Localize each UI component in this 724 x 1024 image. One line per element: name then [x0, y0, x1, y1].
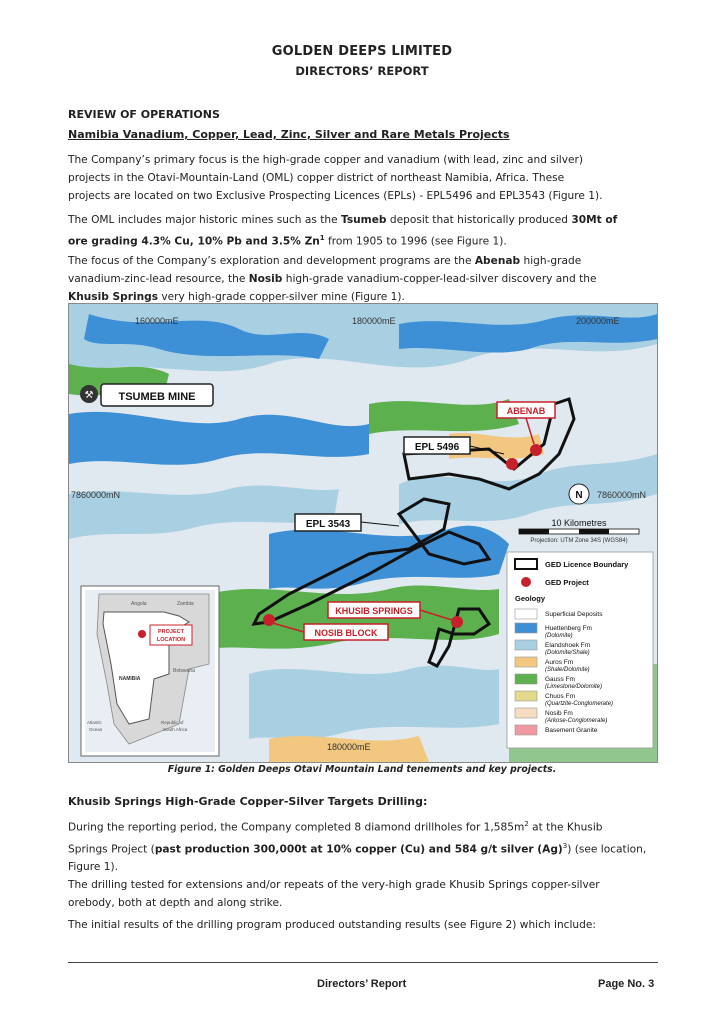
text-span: Springs Project (: [68, 843, 155, 856]
legend-item-sublabel: (Limestone/Dolomite): [545, 684, 603, 690]
inset-label-zambia: Zambia: [177, 601, 194, 607]
legend-swatch: [515, 708, 537, 718]
tsumeb-bold: Tsumeb: [341, 214, 387, 226]
scale-bar-segment: [519, 529, 549, 534]
project-marker: [263, 614, 275, 626]
projection-label: Projection: UTM Zone 34S (WGS84): [530, 538, 628, 544]
report-title: DIRECTORS’ REPORT: [295, 64, 429, 78]
project-subheading: Namibia Vanadium, Copper, Lead, Zinc, Silver and Rare Metals Projects: [68, 128, 510, 141]
abenab-bold: Abenab: [474, 255, 521, 267]
text-span: at the Khusib: [528, 821, 603, 834]
inset-label-south-africa: Republic of: [161, 720, 184, 725]
epl3543-label: EPL 3543: [305, 519, 351, 530]
footer-page-number: Page No. 3: [598, 978, 655, 990]
scale-bar-segment: [579, 529, 609, 534]
text-bold: past production 300,000t at 10% copper (Cu) and 584 g/t silver (Ag): [154, 843, 563, 856]
text-span: The OML includes major historic mines such as the: [68, 214, 342, 226]
inset-map: [81, 586, 219, 756]
inset-label-atlantic: Atlantic: [87, 720, 102, 725]
text-span: very high-grade copper-silver mine (Figure 1).: [158, 291, 405, 303]
text-span: high-grade vanadium-copper-lead-silver discovery and the: [282, 273, 597, 285]
legend-swatch: [515, 725, 537, 735]
legend-item-label: Huettenberg Fm: [545, 625, 592, 632]
legend-project-icon: [521, 577, 531, 587]
inset-label-south-africa: South Africa: [163, 727, 188, 732]
legend-item-sublabel: (Shale/Dolomite): [545, 667, 590, 673]
khusib-heading: Khusib Springs High-Grade Copper-Silver Targets Drilling:: [68, 795, 428, 808]
text-line: Figure 1).: [68, 861, 118, 874]
footnote-ref: 1: [319, 234, 325, 242]
legend-swatch: [515, 691, 537, 701]
project-marker: [506, 458, 518, 470]
coord-label: 180000mE: [352, 316, 396, 326]
legend-item-sublabel: (Dolomite): [545, 633, 573, 639]
figure-caption: Figure 1: Golden Deeps Otavi Mountain Land tenements and key projects.: [167, 764, 557, 775]
inset-label-botswana: Botswana: [173, 668, 195, 674]
legend-licence-swatch: [515, 559, 537, 569]
text-span: The focus of the Company’s exploration and development programs are the: [68, 255, 475, 267]
text-bold: 30Mt of: [571, 214, 618, 226]
text-line: The drilling tested for extensions and/or repeats of the very-high grade Khusib Springs copper-silver: [68, 879, 600, 891]
section-heading: REVIEW OF OPERATIONS: [68, 108, 220, 121]
scale-label: 10 Kilometres: [551, 518, 607, 528]
footnote-ref: 3: [562, 841, 568, 850]
north-label: N: [575, 490, 583, 501]
text-bold: ore grading 4.3% Cu, 10% Pb and 3.5% Zn: [68, 235, 320, 248]
text-span: high-grade: [520, 255, 582, 267]
legend-swatch: [515, 640, 537, 650]
tenement-map: [68, 303, 658, 763]
abenab-label: ABENAB: [506, 406, 546, 416]
project-marker: [530, 444, 542, 456]
text-line: projects in the Otavi-Mountain-Land (OML) copper district of northeast Namibia, Africa. These: [68, 172, 565, 184]
paragraph-oml: [68, 211, 658, 251]
inset-label-angola: Angola: [131, 601, 147, 607]
inset-label-atlantic: Ocean: [89, 727, 103, 732]
footer-divider: [68, 962, 658, 963]
legend-swatch: [515, 674, 537, 684]
footer-center: Directors’ Report: [317, 978, 407, 990]
inset-project-label: PROJECT: [158, 629, 184, 635]
text-span: from 1905 to 1996 (see Figure 1).: [324, 235, 507, 248]
legend-item-label: Elandshoek Fm: [545, 642, 591, 649]
legend-item-sublabel: (Quartzite-Conglomerate): [545, 701, 614, 707]
tsumeb-label: TSUMEB MINE: [118, 391, 196, 403]
legend-swatch: [515, 657, 537, 667]
legend-swatch: [515, 623, 537, 633]
text-span: ) (see location,: [567, 843, 647, 856]
coord-label: 7860000mN: [71, 490, 121, 500]
text-line: orebody, both at depth and along strike.: [68, 897, 283, 909]
paragraph-results: The initial results of the drilling program produced outstanding results (see Figure 2) which include:: [68, 919, 596, 931]
text-span: deposit that historically produced: [386, 214, 572, 226]
legend-item-label: Basement Granite: [545, 727, 598, 734]
coord-label: 160000mE: [135, 316, 179, 326]
khusib-label: KHUSIB SPRINGS: [335, 606, 413, 616]
paragraph-drilling: [68, 815, 658, 876]
legend-item-label: Auros Fm: [545, 659, 574, 666]
khusib-bold: Khusib Springs: [68, 291, 159, 303]
text-span: vanadium-zinc-lead resource, the: [68, 273, 249, 285]
inset-project-label: LOCATION: [156, 637, 186, 643]
text-span: During the reporting period, the Company completed 8 diamond drillholes for 1,585m: [68, 821, 525, 834]
text-line: The Company’s primary focus is the high-grade copper and vanadium (with lead, zinc and silver): [68, 154, 583, 166]
text-line: projects are located on two Exclusive Prospecting Licences (EPLs) - EPL5496 and EPL3543 (Figure 1).: [68, 190, 603, 202]
paragraph-extensions: [68, 876, 658, 912]
inset-project-marker: [138, 630, 146, 638]
coord-label: 200000mE: [576, 316, 620, 326]
legend-item-label: Superficial Deposits: [545, 611, 603, 618]
epl5496-label: EPL 5496: [414, 442, 460, 453]
mine-icon-glyph: ⚒: [84, 390, 94, 401]
project-marker: [451, 616, 463, 628]
legend-item-label: Chuos Fm: [545, 693, 575, 700]
nosib-label: NOSIB BLOCK: [314, 628, 378, 638]
legend-item-sublabel: (Dolomite/Shale): [545, 650, 590, 656]
coord-label: 7860000mN: [597, 490, 647, 500]
legend-geology-heading: Geology: [515, 594, 546, 603]
footnote-ref: 2: [524, 820, 529, 828]
coord-label: 180000mE: [327, 742, 371, 752]
company-title: GOLDEN DEEPS LIMITED: [271, 44, 453, 59]
legend-swatch: [515, 609, 537, 619]
paragraph-primary-focus: [68, 151, 658, 205]
legend-item-label: Nosib Fm: [545, 710, 573, 717]
nosib-bold: Nosib: [248, 273, 283, 285]
legend-item-label: Gauss Fm: [545, 676, 575, 683]
map-legend: [507, 552, 653, 748]
inset-label-namibia: NAMIBIA: [119, 676, 141, 682]
paragraph-focus: [68, 252, 658, 306]
legend-licence-label: GED Licence Boundary: [545, 560, 629, 569]
legend-project-label: GED Project: [545, 578, 589, 587]
legend-item-sublabel: (Arkose-Conglomerate): [545, 718, 608, 724]
